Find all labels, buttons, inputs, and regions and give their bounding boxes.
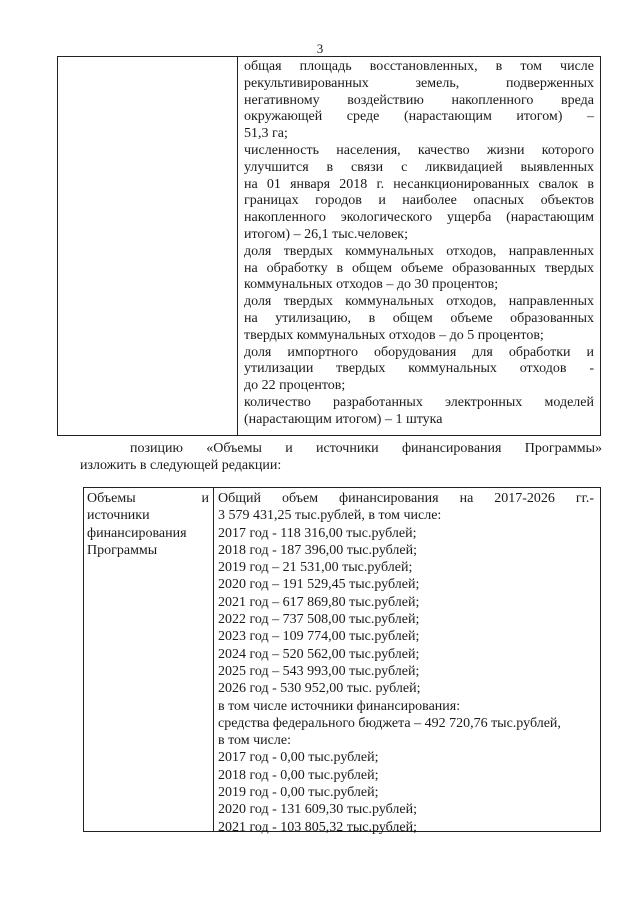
indicator-line: окружающей среде (нарастающим итогом) – [244, 109, 594, 125]
indicator-line: утилизации твердых коммунальных отходов - [244, 361, 594, 377]
financing-value-line: 2019 год - 0,00 тыс.рублей; [218, 785, 379, 801]
column-divider [237, 57, 238, 435]
indicators-table [57, 56, 601, 436]
financing-value-line: средства федерального бюджета – 492 720,76 тыс.рублей, [218, 715, 561, 731]
indicator-line: границах городов и наиболее опасных объектов [244, 193, 594, 209]
indicator-line: доля твердых коммунальных отходов, направленных [244, 294, 594, 310]
financing-value-line: 2021 год - 103 805,32 тыс.рублей; [218, 819, 418, 835]
financing-value-line: 2017 год - 118 316,00 тыс.рублей; [218, 525, 417, 541]
amendment-paragraph [82, 441, 602, 475]
financing-value-line: в том числе источники финансирования: [218, 698, 461, 714]
financing-value-line: 2026 год - 530 952,00 тыс. рублей; [218, 681, 421, 697]
financing-heading-line: финансирования [87, 525, 187, 541]
indicator-line: общая площадь восстановленных, в том числе [244, 59, 594, 74]
financing-table [83, 487, 601, 835]
financing-value-line: 2023 год – 109 774,00 тыс.рублей; [218, 629, 420, 645]
financing-value-line: в том числе: [218, 733, 291, 749]
indicator-line: улучшится в связи с ликвидацией выявленных [244, 159, 594, 175]
amendment-line-1: позицию «Объемы и источники финансирования Программы» [130, 441, 602, 456]
financing-value-line: 2020 год - 131 609,30 тыс.рублей; [218, 802, 418, 818]
indicators-cell [244, 59, 594, 429]
indicator-line: на обработку в общем объеме образованных твердых [244, 260, 594, 276]
financing-heading-line: Программы [87, 542, 158, 558]
indicator-line: накопленного экологического ущерба (нарастающим [244, 210, 594, 226]
indicator-line: (нарастающим итогом) – 1 штука [244, 411, 443, 427]
amendment-line-2: изложить в следующей редакции: [80, 457, 282, 473]
financing-value-line: 2025 год – 543 993,00 тыс.рублей; [218, 663, 420, 679]
indicator-line: доля твердых коммунальных отходов, направленных [244, 243, 594, 259]
indicator-line: количество разработанных электронных моделей [244, 394, 594, 410]
financing-value-line: 2019 год – 21 531,00 тыс.рублей; [218, 560, 413, 576]
indicator-line: численность населения, качество жизни которого [244, 142, 594, 158]
indicator-line: рекультивированных земель, подверженных [244, 75, 594, 91]
financing-value-line: 2018 год - 0,00 тыс.рублей; [218, 767, 379, 783]
financing-value-line: 3 579 431,25 тыс.рублей, в том числе: [218, 508, 442, 524]
indicator-line: на 01 января 2018 г. несанкционированных свалок в [244, 176, 594, 192]
financing-value-line: Общий объем финансирования на 2017-2026 гг.- [218, 491, 594, 506]
financing-values-cell [218, 490, 594, 836]
financing-value-line: 2018 год - 187 396,00 тыс.рублей; [218, 542, 418, 558]
financing-value-line: 2020 год – 191 529,45 тыс.рублей; [218, 577, 420, 593]
indicator-line: 51,3 га; [244, 126, 288, 142]
financing-value-line: 2022 год – 737 508,00 тыс.рублей; [218, 612, 420, 628]
indicator-line: на утилизацию, в общем объеме образованных [244, 310, 594, 326]
indicator-line: до 22 процентов; [244, 378, 346, 394]
financing-heading-cell [87, 490, 209, 559]
indicator-line: доля импортного оборудования для обработки и [244, 344, 594, 360]
indicator-line: негативному воздействию накопленного вреда [244, 92, 594, 108]
financing-value-line: 2024 год – 520 562,00 тыс.рублей; [218, 646, 420, 662]
column-divider [213, 488, 214, 831]
financing-value-line: 2021 год – 617 869,80 тыс.рублей; [218, 594, 420, 610]
financing-heading-line: источники [87, 508, 150, 524]
indicator-line: итогом) – 26,1 тыс.человек; [244, 226, 408, 242]
indicator-line: твердых коммунальных отходов – до 5 процентов; [244, 327, 544, 343]
financing-value-line: 2017 год - 0,00 тыс.рублей; [218, 750, 379, 766]
page-number: 3 [316, 41, 324, 56]
indicator-line: коммунальных отходов – до 30 процентов; [244, 277, 499, 293]
financing-heading-line: Объемы и [87, 491, 209, 506]
